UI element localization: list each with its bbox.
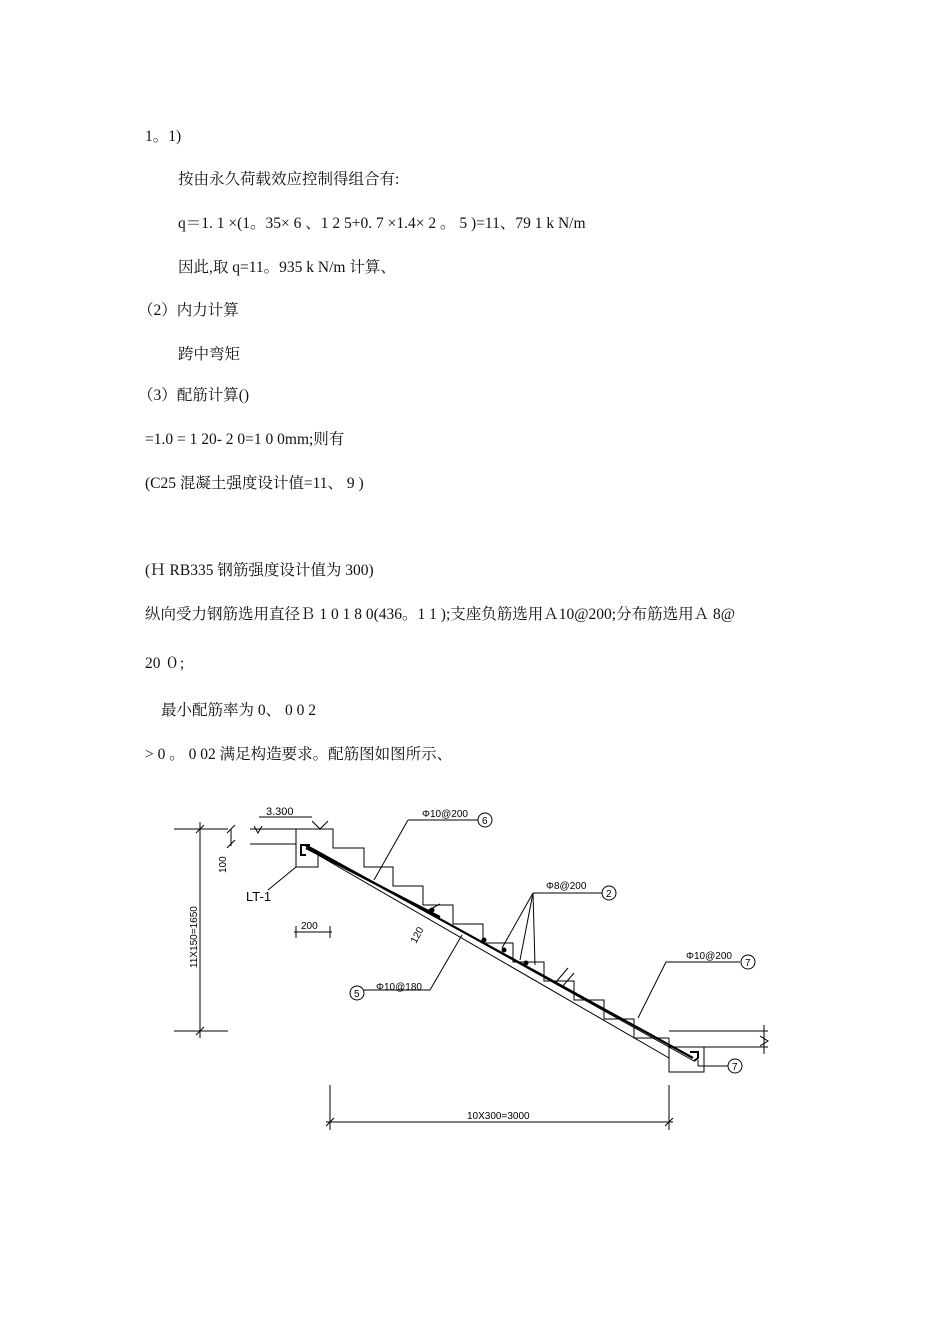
text-line-2: 按由永久荷载效应控制得组合有:	[178, 171, 400, 188]
horizontal-dim-label: 10X300=3000	[467, 1111, 530, 1122]
text-line-13: 最小配筋率为 0、 0 0 2	[161, 702, 317, 719]
text-line-3: q＝1. 1 ×(1。35× 6 、1 2 5+0. 7 ×1.4× 2 。 5 )=11、79 1 k N/m	[178, 215, 586, 232]
text-line-11: 纵向受力钢筋选用直径Ｂ 1 0 1 8 0(436。1 1 );支座负筋选用Ａ10@200;分布筋选用Ａ 8@	[145, 606, 735, 623]
rebar-number-7-top: 7	[745, 958, 751, 969]
text-line-12: 20 ０;	[145, 655, 185, 672]
rebar-number-5: 5	[354, 989, 360, 1000]
dim-100-label: 100	[218, 856, 229, 873]
text-line-9: (C25 混凝土强度设计值=11、 9 )	[145, 475, 364, 492]
rebar-label-top-support: Φ10@200	[422, 809, 468, 820]
elevation-label: 3.300	[266, 806, 294, 818]
text-line-14: > 0 。 0 02 满足构造要求。配筋图如图所示、	[145, 746, 453, 763]
thickness-label: 120	[408, 925, 427, 946]
dim-200-label: 200	[301, 921, 318, 932]
rebar-number-6: 6	[482, 816, 488, 827]
rebar-label-distribution: Φ8@200	[546, 881, 587, 892]
beam-label: LT-1	[246, 889, 272, 904]
text-line-4: 因此,取 q=11。935 k N/m 计算、	[178, 259, 396, 276]
text-line-6: 跨中弯矩	[178, 346, 241, 363]
text-line-1: 1。1)	[145, 128, 182, 145]
rebar-number-7-end: 7	[732, 1062, 738, 1073]
text-line-7: （3）配筋计算()	[138, 387, 250, 404]
text-line-8: =1.0 = 1 20- 2 0=1 0 0mm;则有	[145, 431, 345, 448]
rebar-label-bottom-support: Φ10@200	[686, 951, 732, 962]
rebar-label-main: Φ10@180	[376, 982, 422, 993]
vertical-dim-label: 11X150=1650	[189, 906, 200, 968]
text-line-5: （2）内力计算	[138, 302, 239, 319]
text-line-10: (Ｈ RB335 钢筋强度设计值为 300)	[145, 562, 374, 579]
rebar-number-2: 2	[606, 889, 612, 900]
